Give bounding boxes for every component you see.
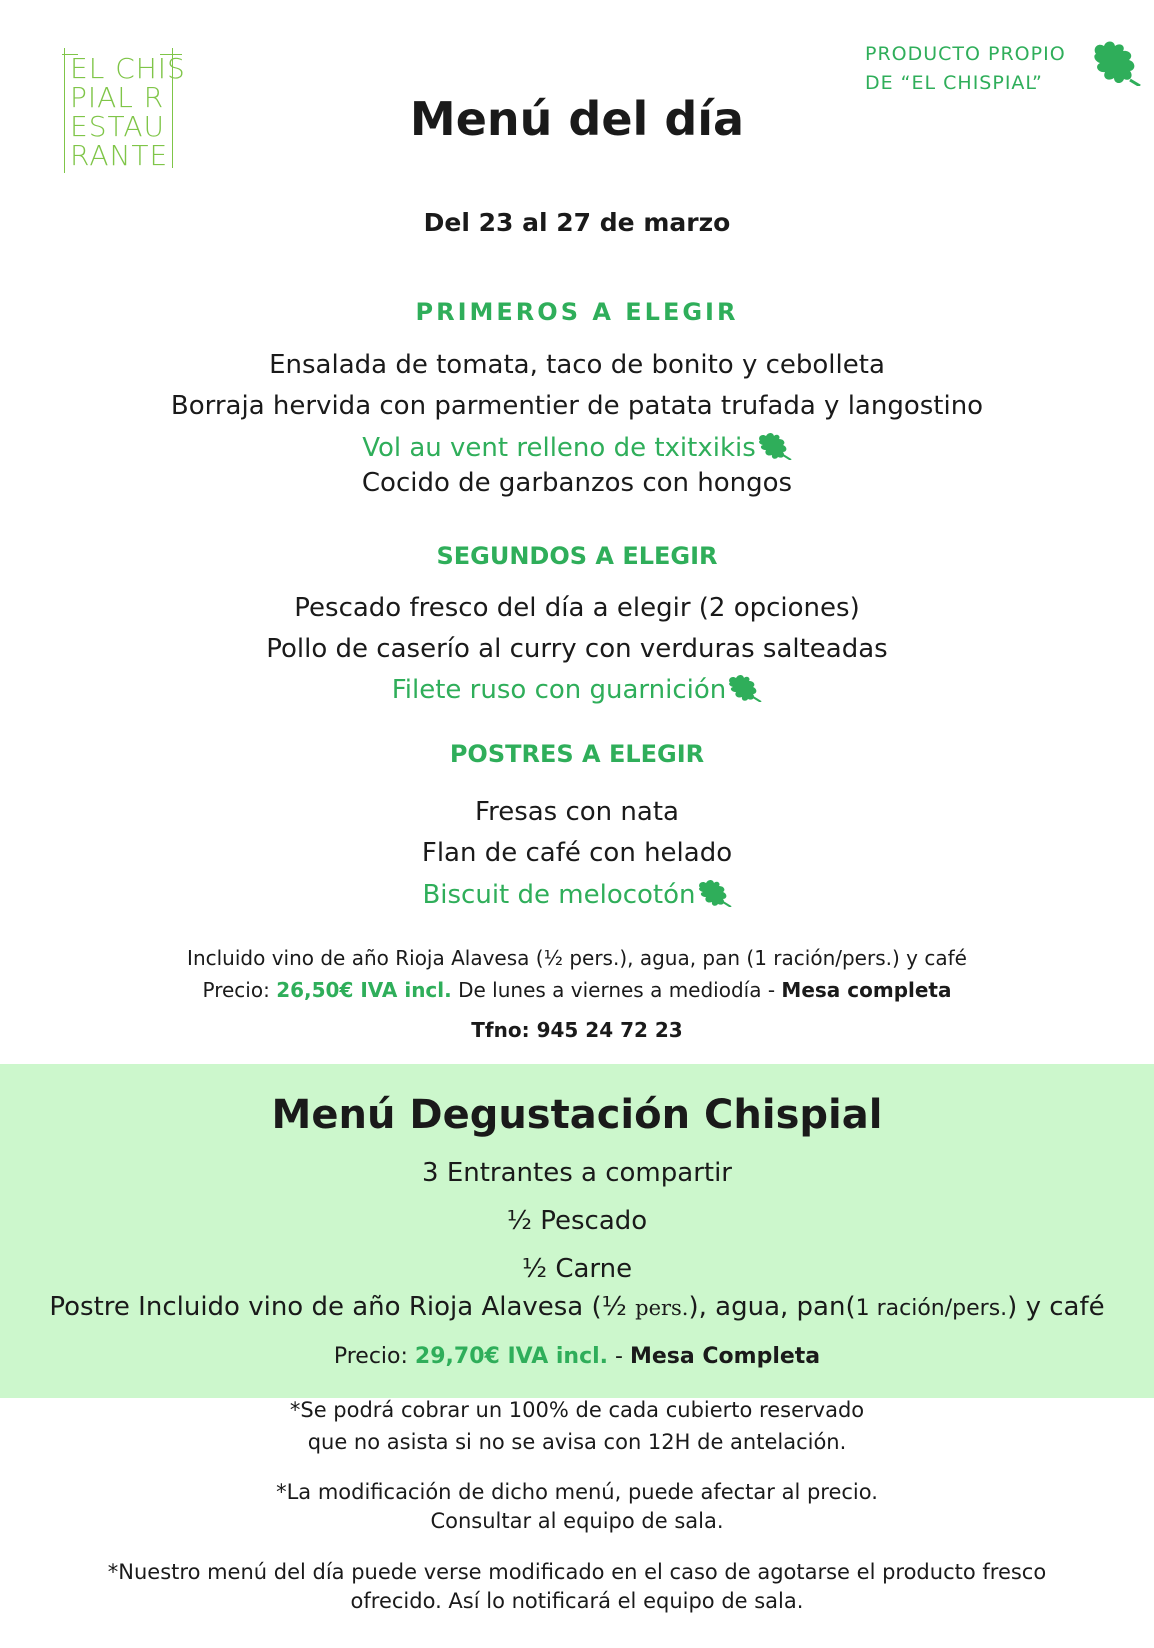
dish-postre-3-label: Biscuit de melocotón xyxy=(422,880,696,910)
own-product-line-2: DE “EL CHISPIAL” xyxy=(865,72,1043,94)
tasting-line-4-a: Postre Incluido vino de año Rioja Alavesa (½ xyxy=(49,1292,636,1322)
dish-postre-3 xyxy=(0,879,1154,910)
page-title: Menú del día xyxy=(409,92,745,146)
dish-segundo-1: Pescado fresco del día a elegir (2 opciones) xyxy=(294,593,860,623)
dish-primero-4: Cocido de garbanzos con hongos xyxy=(361,468,793,498)
tasting-line-1: 3 Entrantes a compartir xyxy=(422,1158,732,1188)
tasting-price-sep: - xyxy=(608,1344,630,1369)
own-product-line-1: PRODUCTO PROPIO xyxy=(865,43,1066,65)
tasting-line-4-b: ), agua, pan( xyxy=(688,1292,856,1322)
dish-segundo-2: Pollo de caserío al curry con verduras salteadas xyxy=(266,634,888,664)
dish-postre-2: Flan de café con helado xyxy=(421,838,733,868)
logo-line-4: RANTE xyxy=(70,139,169,172)
note-modification xyxy=(0,1478,1154,1536)
price-line xyxy=(0,978,1154,1002)
note-modification-line-2: Consultar al equipo de sala. xyxy=(430,1509,724,1533)
oak-leaf-icon xyxy=(756,432,792,460)
tasting-line-3: ½ Carne xyxy=(521,1254,633,1284)
tasting-title: Menú Degustación Chispial xyxy=(271,1092,883,1138)
dish-segundo-3-label: Filete ruso con guarnición xyxy=(391,675,727,705)
note-cancellation-line-2: que no asista si no se avisa con 12H de antelación. xyxy=(307,1430,847,1454)
logo-line-1: EL CHIS xyxy=(70,52,186,85)
dish-primero-2: Borraja hervida con parmentier de patata trufada y langostino xyxy=(170,391,984,421)
tasting-price-full-table: Mesa Completa xyxy=(629,1344,821,1369)
note-cancellation-line-1: *Se podrá cobrar un 100% de cada cubierto reservado xyxy=(289,1398,865,1422)
tasting-price-label: Precio: xyxy=(333,1344,415,1369)
note-availability xyxy=(0,1558,1154,1616)
oak-leaf-icon xyxy=(726,674,762,702)
price-days: De lunes a viernes a mediodía - xyxy=(451,978,782,1002)
price-value: 26,50€ IVA incl. xyxy=(276,978,452,1002)
segundos-heading: SEGUNDOS A ELEGIR xyxy=(436,542,718,570)
primeros-heading: PRIMEROS A ELEGIR xyxy=(415,298,739,326)
tasting-price-line xyxy=(0,1344,1154,1369)
logo-line-3: ESTAU xyxy=(70,110,166,143)
tasting-line-4 xyxy=(0,1292,1154,1322)
note-availability-line-2: ofrecido. Así lo notificará el equipo de sala. xyxy=(350,1589,804,1613)
note-cancellation xyxy=(0,1396,1154,1457)
dish-primero-3 xyxy=(0,432,1154,463)
own-product-note xyxy=(865,40,1066,98)
postres-heading: POSTRES A ELEGIR xyxy=(449,740,705,768)
dish-primero-1: Ensalada de tomata, taco de bonito y cebolleta xyxy=(269,350,885,380)
tasting-menu-panel xyxy=(0,1064,1154,1398)
phone-number: Tfno: 945 24 72 23 xyxy=(471,1018,683,1042)
date-range: Del 23 al 27 de marzo xyxy=(423,208,731,237)
price-label: Precio: xyxy=(202,978,277,1002)
dish-segundo-3 xyxy=(0,674,1154,705)
included-note: Incluido vino de año Rioja Alavesa (½ pers.), agua, pan (1 ración/pers.) y café xyxy=(187,946,967,970)
dish-postre-1: Fresas con nata xyxy=(475,797,679,827)
note-modification-line-1: *La modificación de dicho menú, puede afectar al precio. xyxy=(276,1480,878,1504)
tasting-line-4-pers: pers. xyxy=(635,1296,689,1320)
note-availability-line-1: *Nuestro menú del día puede verse modificado en el caso de agotarse el producto fresco xyxy=(107,1560,1047,1584)
oak-leaf-icon xyxy=(696,879,732,907)
logo-line-2: PIAL R xyxy=(70,81,165,114)
tasting-line-4-c: 1 ración/pers. xyxy=(855,1296,1008,1321)
tasting-line-4-d: ) y café xyxy=(1007,1292,1105,1322)
tasting-line-2: ½ Pescado xyxy=(506,1206,648,1236)
tasting-price-value: 29,70€ IVA incl. xyxy=(414,1344,609,1369)
dish-primero-3-label: Vol au vent relleno de txitxikis xyxy=(362,433,756,463)
price-full-table: Mesa completa xyxy=(781,978,952,1002)
oak-leaf-icon xyxy=(1090,40,1142,86)
